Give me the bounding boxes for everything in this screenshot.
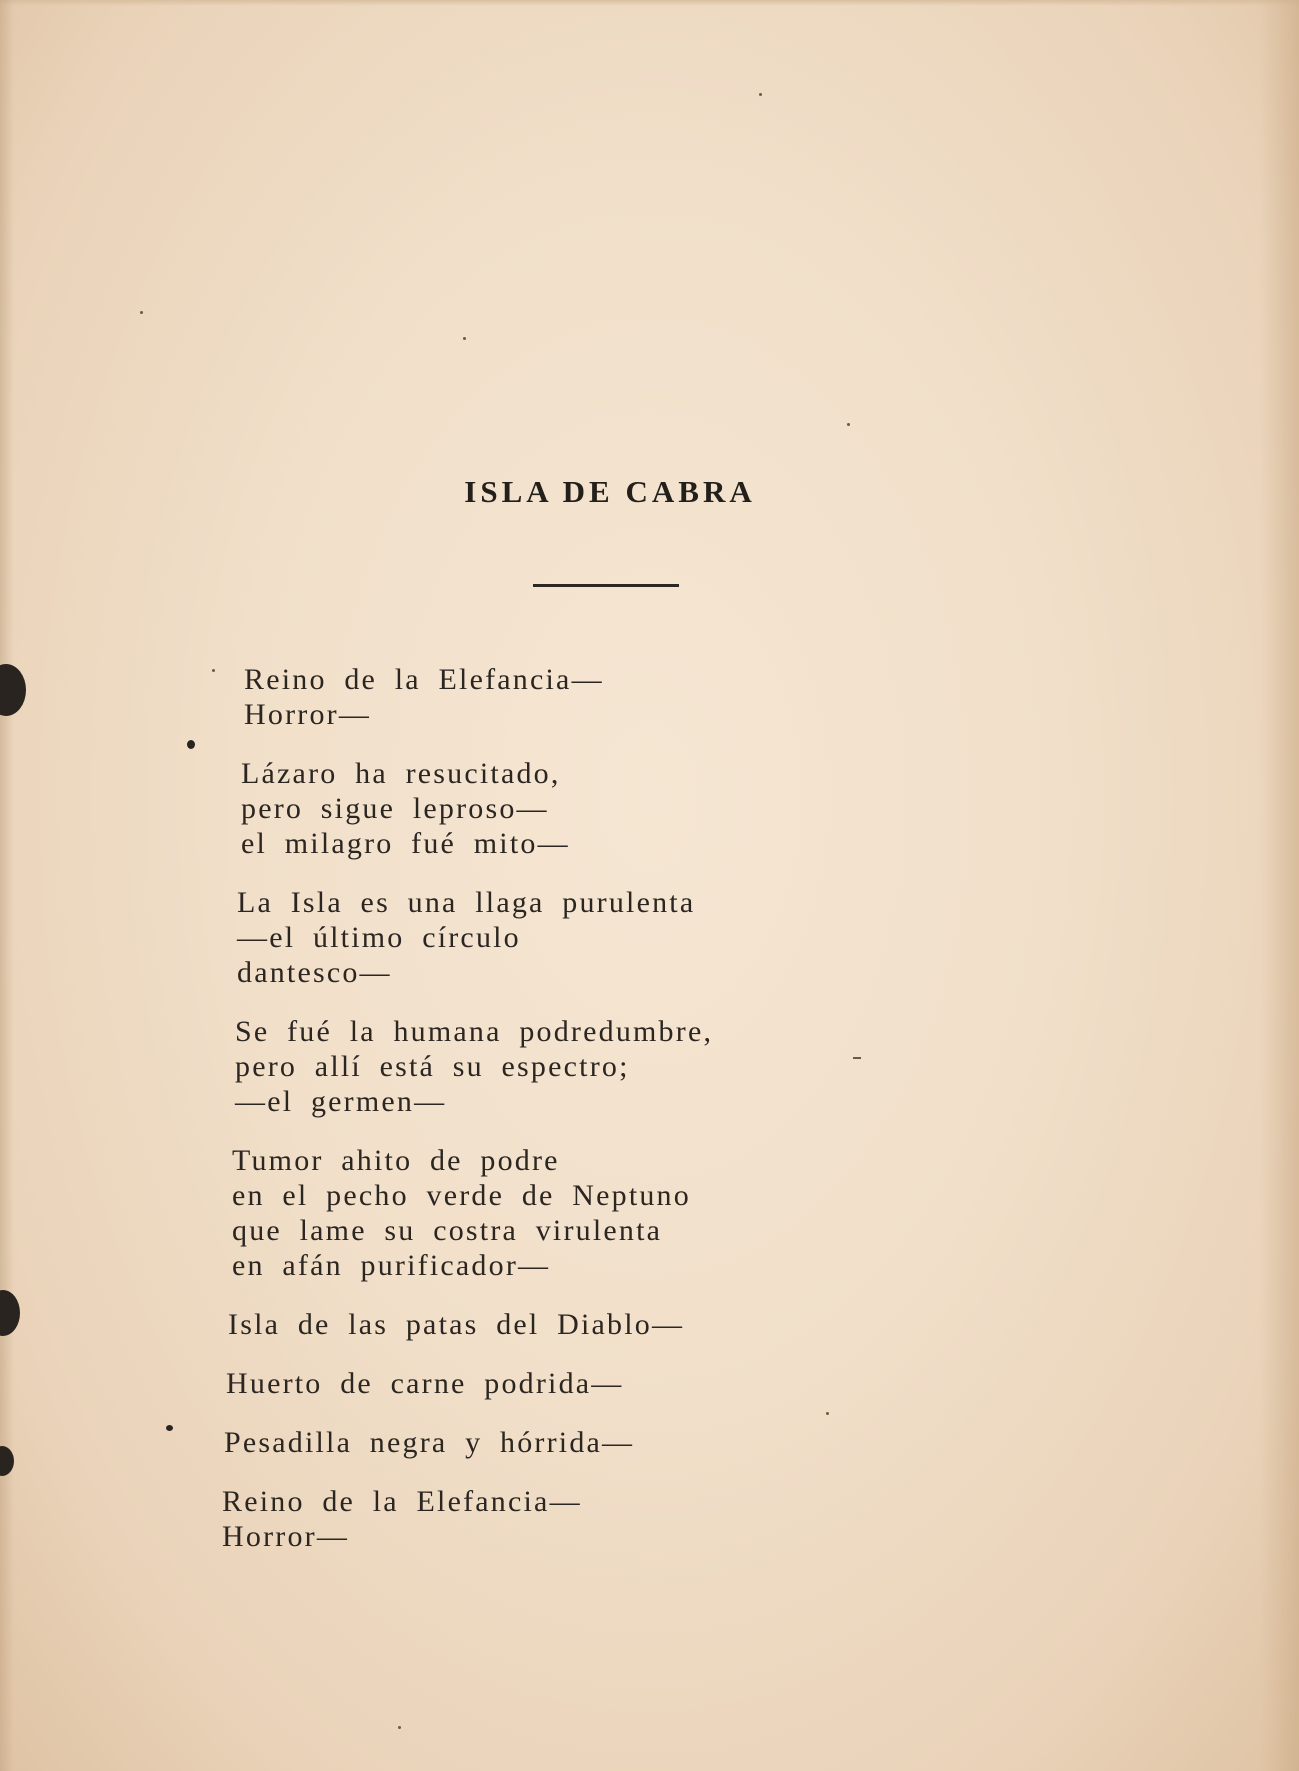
page-edge-right xyxy=(1259,0,1299,1771)
paper-speck xyxy=(212,669,215,672)
poem-body xyxy=(222,662,1132,1578)
poem-line: Tumor ahito de podre xyxy=(232,1144,560,1177)
poem-line: dantesco— xyxy=(237,956,392,989)
stanza xyxy=(241,756,1132,861)
ink-spot xyxy=(187,740,195,749)
stanza xyxy=(232,1143,1132,1283)
poem-line: —el germen— xyxy=(235,1085,447,1118)
poem-line: Pesadilla negra y hórrida— xyxy=(224,1426,635,1459)
poem-line: Reino de la Elefancia— xyxy=(244,663,604,696)
paper-speck xyxy=(463,337,466,340)
poem-title: ISLA DE CABRA xyxy=(464,474,756,509)
stanza xyxy=(222,1484,1132,1554)
poem-line: el milagro fué mito— xyxy=(241,827,570,860)
title-divider xyxy=(533,584,679,587)
poem-line: Lázaro ha resucitado, xyxy=(241,757,561,790)
page-edge-top xyxy=(0,0,1299,6)
binding-hole xyxy=(0,664,26,716)
poem-line: —el último círculo xyxy=(237,921,521,954)
poem-line: pero allí está su espectro; xyxy=(235,1050,630,1083)
stanza xyxy=(237,885,1132,990)
stanza xyxy=(244,662,1132,732)
ink-spot xyxy=(166,1425,173,1431)
stanza xyxy=(226,1366,1132,1401)
poem-line: pero sigue leproso— xyxy=(241,792,549,825)
paper-speck xyxy=(398,1726,401,1729)
stanza xyxy=(235,1014,1132,1119)
paper-speck xyxy=(847,423,850,426)
poem-line: en afán purificador— xyxy=(232,1249,551,1282)
paper-speck xyxy=(759,93,762,96)
poem-line: La Isla es una llaga purulenta xyxy=(237,886,696,919)
paper-speck xyxy=(140,311,143,314)
stanza xyxy=(228,1307,1132,1342)
poem-line: Huerto de carne podrida— xyxy=(226,1367,624,1400)
poem-line: Reino de la Elefancia— xyxy=(222,1485,582,1518)
page-edge-left xyxy=(0,0,14,1771)
stanza xyxy=(224,1425,1132,1460)
poem-line: Isla de las patas del Diablo— xyxy=(228,1308,685,1341)
poem-line: Horror— xyxy=(222,1520,350,1553)
poem-line: que lame su costra virulenta xyxy=(232,1214,663,1247)
binding-hole xyxy=(0,1290,20,1336)
poem-line: en el pecho verde de Neptuno xyxy=(232,1179,691,1212)
poem-line: Se fué la humana podredumbre, xyxy=(235,1015,714,1048)
poem-line: Horror— xyxy=(244,698,372,731)
